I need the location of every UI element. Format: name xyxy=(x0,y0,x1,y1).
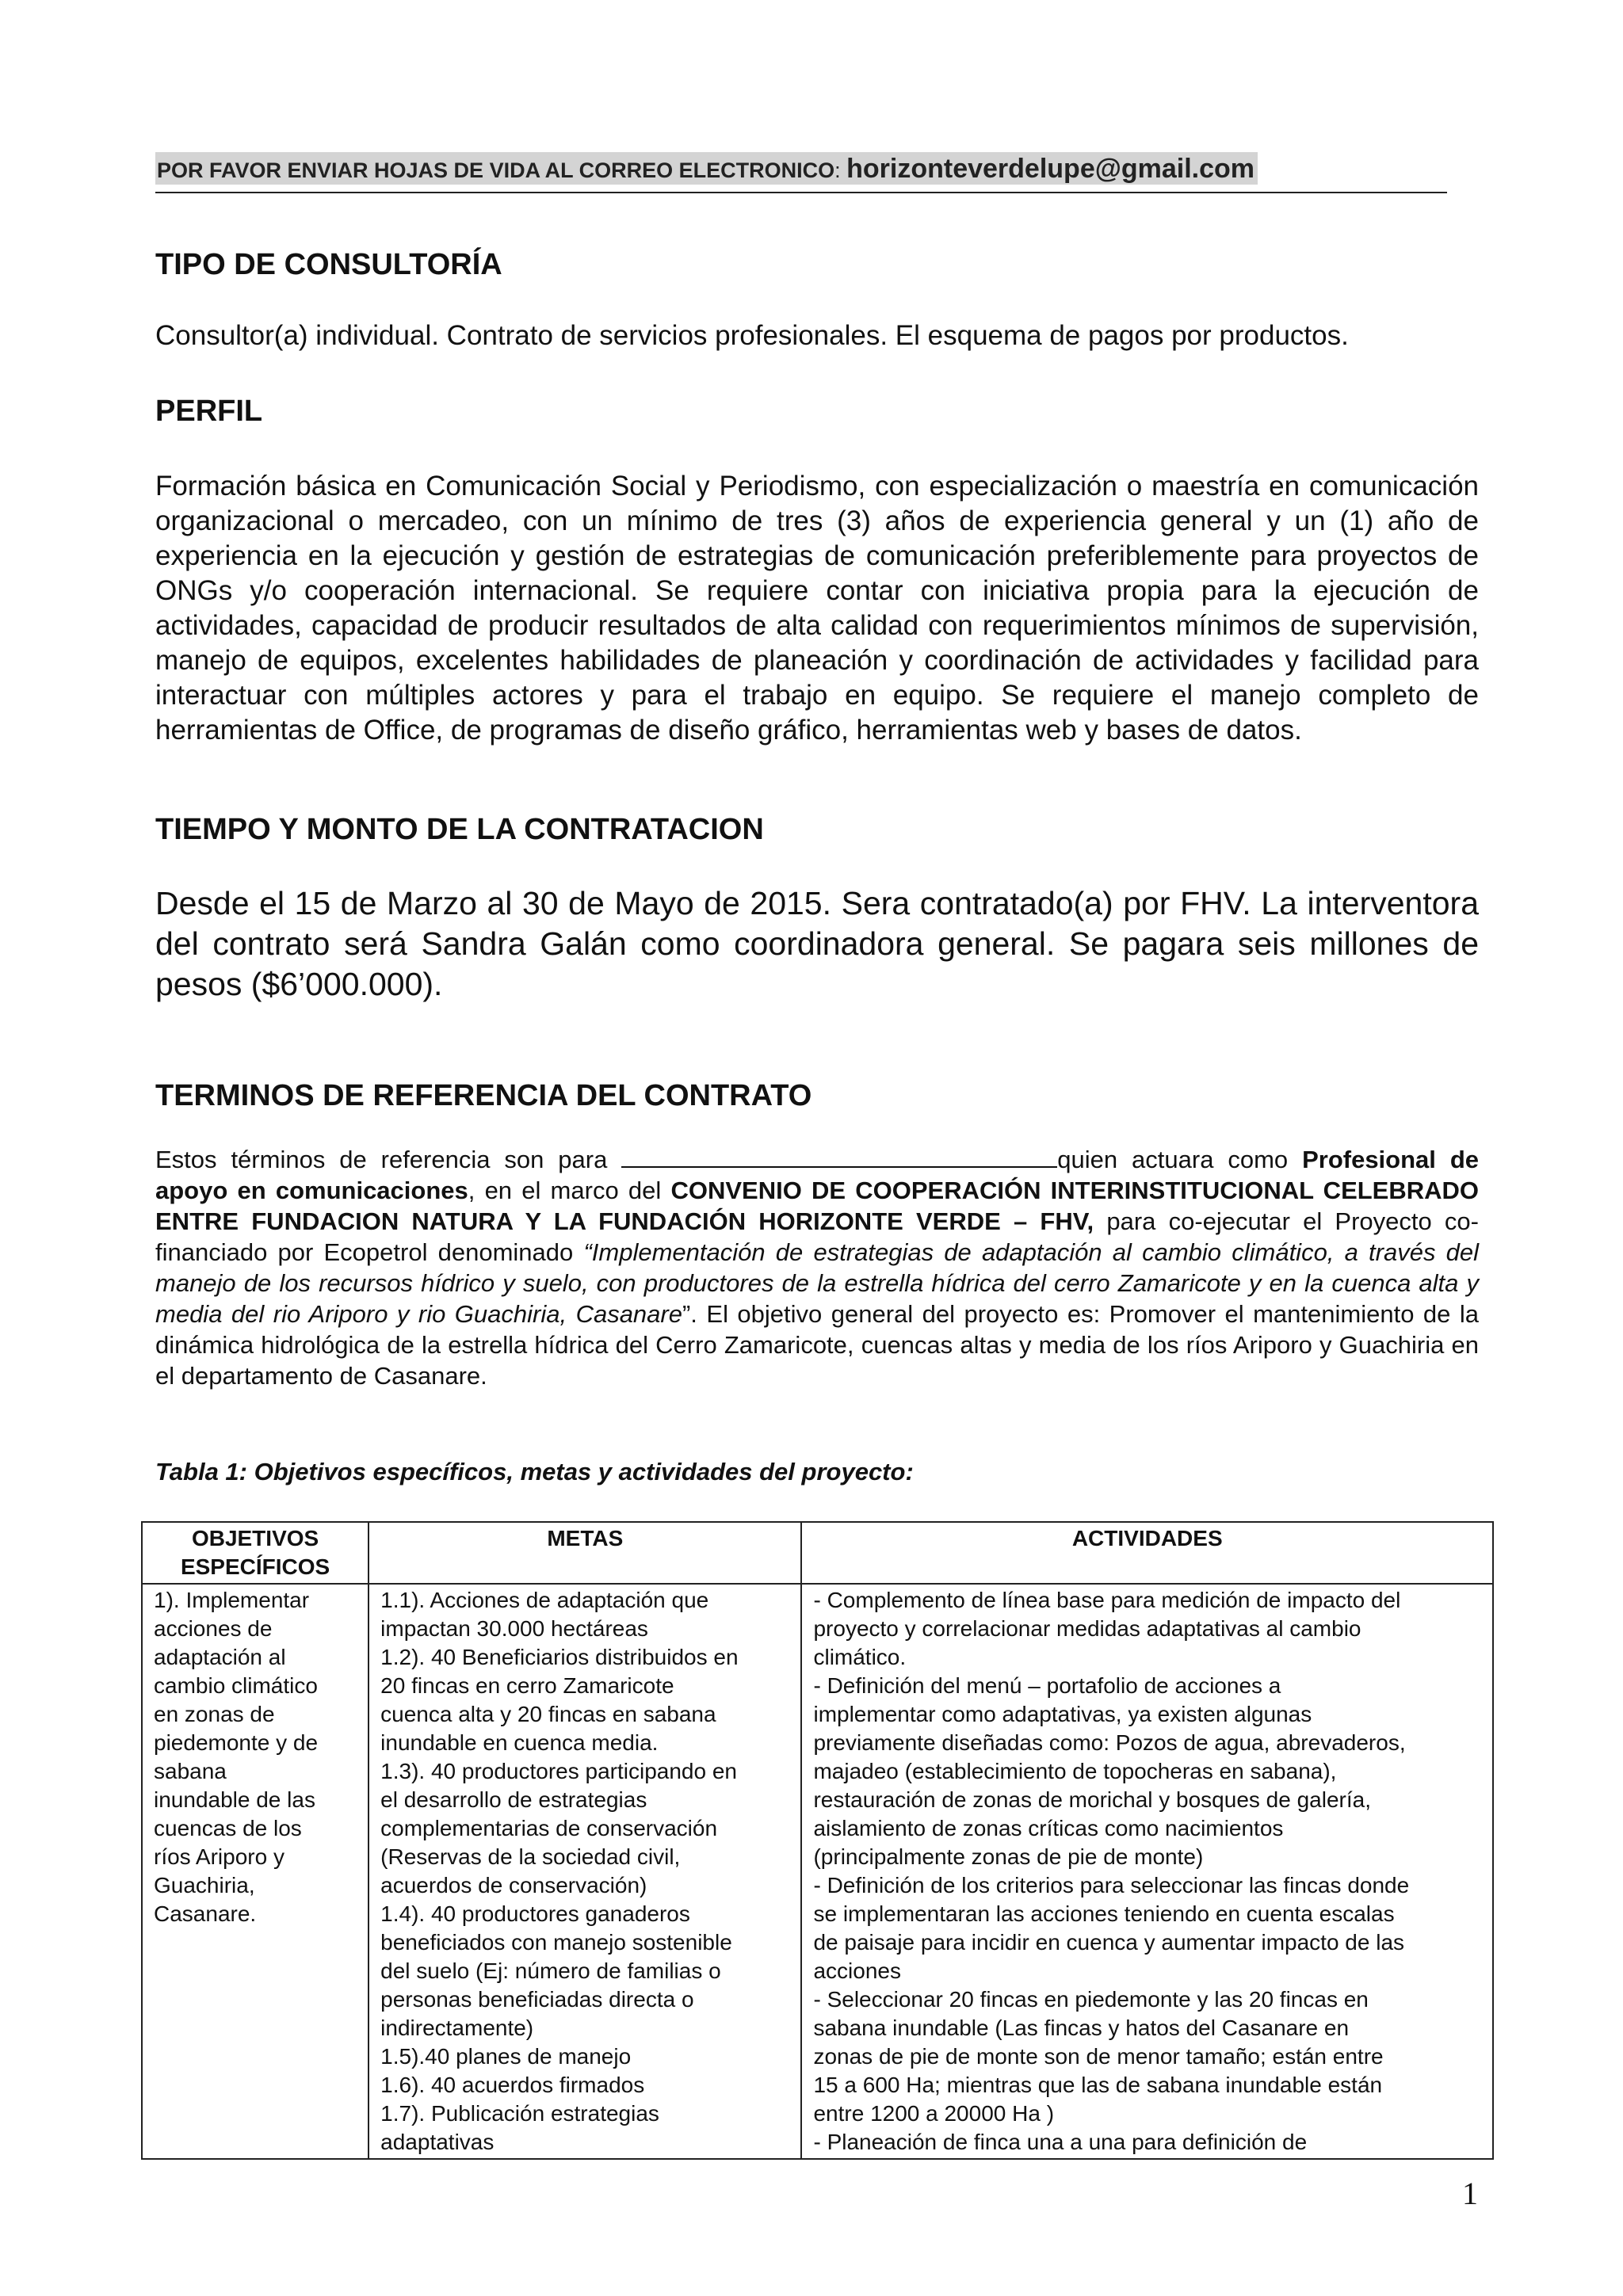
actividad-line: 15 a 600 Ha; mientras que las de sabana inundable están xyxy=(813,2073,1383,2097)
meta-line: el desarrollo de estrategias xyxy=(380,1787,647,1812)
objetivo-line: cambio climático xyxy=(154,1673,318,1698)
email-colon: : xyxy=(834,158,841,182)
actividad-line: majadeo (establecimiento de topocheras en sabana), xyxy=(813,1759,1337,1783)
meta-line: 1.4). 40 productores ganaderos xyxy=(380,1901,690,1926)
objetivo-line: cuencas de los xyxy=(154,1816,302,1840)
cell-actividades xyxy=(801,1584,1493,2159)
terminos-part-1: Estos términos de referencia son para xyxy=(155,1146,608,1173)
perfil-text: Formación básica en Comunicación Social y Periodismo, con especialización o maestría en comunicación organizacional o mercadeo, con un mínimo de tres (3) años de experiencia general y un (1) año de experiencia en la ejecución y gestión de estrategias de comunicación preferiblemente para proyectos de ONGs y/o cooperación internacional. Se requiere contar con iniciativa propia para la ejecución de actividades, capacidad de producir resultados de alta calidad con requerimientos mínimos de supervisión, manejo de equipos, excelentes habilidades de planeación y coordinación de actividades y facilidad para interactuar con múltiples actores y para el trabajo en equipo. Se requiere el manejo completo de herramientas de Office, de programas de diseño gráfico, herramientas web y bases de datos. xyxy=(155,471,1479,746)
objetivo-line: inundable de las xyxy=(154,1787,315,1812)
actividad-line: acciones xyxy=(813,1958,901,1983)
objectives-table xyxy=(141,1521,1494,2160)
cell-metas xyxy=(369,1584,801,2159)
actividad-line: sabana inundable (Las fincas y hatos del Casanare en xyxy=(813,2016,1350,2040)
meta-line: 1.7). Publicación estrategias xyxy=(380,2101,659,2126)
meta-line: 20 fincas en cerro Zamaricote xyxy=(380,1673,674,1698)
actividad-line: restauración de zonas de morichal y bosques de galería, xyxy=(813,1787,1371,1812)
objetivo-line: acciones de xyxy=(154,1616,273,1641)
meta-line: 1.1). Acciones de adaptación que xyxy=(380,1588,709,1612)
actividad-line: climático. xyxy=(813,1645,907,1669)
actividad-line: de paisaje para incidir en cuenca y aumentar impacto de las xyxy=(813,1930,1405,1955)
meta-line: 1.6). 40 acuerdos firmados xyxy=(380,2073,645,2097)
meta-line: (Reservas de la sociedad civil, xyxy=(380,1844,681,1869)
table-caption: Tabla 1: Objetivos específicos, metas y actividades del proyecto: xyxy=(155,1458,914,1486)
email-address[interactable]: horizonteverdelupe@gmail.com xyxy=(846,154,1255,184)
terminos-part-4: , en el marco del xyxy=(468,1177,662,1204)
actividad-line: implementar como adaptativas, ya existen algunas xyxy=(813,1702,1312,1726)
heading-tipo-consultoria: TIPO DE CONSULTORÍA xyxy=(155,248,502,281)
actividad-line: - Complemento de línea base para medición de impacto del xyxy=(813,1588,1401,1612)
heading-terminos: TERMINOS DE REFERENCIA DEL CONTRATO xyxy=(155,1079,812,1112)
objetivo-line: Guachiria, xyxy=(154,1873,255,1897)
meta-line: 1.2). 40 Beneficiarios distribuidos en xyxy=(380,1645,739,1669)
tiempo-monto-text: Desde el 15 de Marzo al 30 de Mayo de 2015. Sera contratado(a) por FHV. La interventora del contrato será Sandra Galán como coordinadora general. Se pagara seis millones de pesos ($6’000.000). xyxy=(155,885,1479,1002)
heading-perfil: PERFIL xyxy=(155,395,263,428)
actividad-line: proyecto y correlacionar medidas adaptativas al cambio xyxy=(813,1616,1361,1641)
actividad-line: (principalmente zonas de pie de monte) xyxy=(813,1844,1204,1869)
cell-objetivo xyxy=(142,1584,369,2159)
tipo-consultoria-text: Consultor(a) individual. Contrato de servicios profesionales. El esquema de pagos por productos. xyxy=(155,320,1349,351)
objetivo-line: piedemonte y de xyxy=(154,1730,319,1755)
actividad-line: entre 1200 a 20000 Ha ) xyxy=(813,2101,1055,2126)
actividad-line: se implementaran las acciones teniendo en cuenta escalas xyxy=(813,1901,1395,1926)
meta-line: adaptativas xyxy=(380,2130,495,2154)
meta-line: beneficiados con manejo sostenible xyxy=(380,1930,732,1955)
objetivo-line: ríos Ariporo y xyxy=(154,1844,285,1869)
meta-line: del suelo (Ej: número de familias o xyxy=(380,1958,721,1983)
meta-line: impactan 30.000 hectáreas xyxy=(380,1616,648,1641)
objetivo-line: 1). Implementar xyxy=(154,1588,310,1612)
objetivo-line: adaptación al xyxy=(154,1645,286,1669)
actividad-line: - Seleccionar 20 fincas en piedemonte y las 20 fincas en xyxy=(813,1987,1369,2012)
actividad-line: - Definición del menú – portafolio de acciones a xyxy=(813,1673,1281,1698)
actividad-line: zonas de pie de monte son de menor tamaño; están entre xyxy=(813,2044,1384,2069)
heading-tiempo-monto: TIEMPO Y MONTO DE LA CONTRATACION xyxy=(155,813,764,846)
page-number: 1 xyxy=(1462,2176,1478,2211)
meta-line: complementarias de conservación xyxy=(380,1816,718,1840)
meta-line: 1.5).40 planes de manejo xyxy=(380,2044,632,2069)
actividad-line: - Planeación de finca una a una para definición de xyxy=(813,2130,1308,2154)
objetivo-line: sabana xyxy=(154,1759,227,1783)
objetivo-line: en zonas de xyxy=(154,1702,275,1726)
actividad-line: previamente diseñadas como: Pozos de agua, abrevaderos, xyxy=(813,1730,1406,1755)
meta-line: personas beneficiadas directa o xyxy=(380,1987,694,2012)
terminos-project-name: “Implementación de estrategias de adaptación al cambio climático, a través del manejo de los recursos hídrico y suelo, con productores de la estrella hídrica del cerro Zamaricote y en la cuenca alta y media del rio Ariporo y rio Guachiria, Casanare xyxy=(155,1238,1479,1328)
actividad-line: aislamiento de zonas críticas como nacimientos xyxy=(813,1816,1284,1840)
meta-line: cuenca alta y 20 fincas en sabana xyxy=(380,1702,716,1726)
terminos-part-2: quien actuara como xyxy=(1057,1146,1289,1173)
email-header xyxy=(155,152,1447,193)
objetivo-line: Casanare. xyxy=(154,1901,257,1926)
header-metas: METAS xyxy=(369,1522,801,1584)
terminos-text xyxy=(155,1142,1479,1391)
terminos-convenio: CONVENIO DE COOPERACIÓN INTERINSTITUCIONAL CELEBRADO ENTRE FUNDACION NATURA Y LA FUNDACIÓN HORIZONTE VERDE – FHV, xyxy=(155,1177,1480,1235)
actividad-line: - Definición de los criterios para seleccionar las fincas donde xyxy=(813,1873,1410,1897)
meta-line: 1.3). 40 productores participando en xyxy=(380,1759,738,1783)
terminos-part-6: para co-ejecutar el Proyecto co-financiado por Ecopetrol denominado xyxy=(155,1207,1480,1266)
terminos-role: Profesional de apoyo en comunicaciones xyxy=(155,1146,1479,1204)
meta-line: inundable en cuenca media. xyxy=(380,1730,659,1755)
header-objetivos: OBJETIVOS ESPECÍFICOS xyxy=(142,1522,369,1584)
contractor-name-blank xyxy=(621,1142,1057,1168)
terminos-part-8: ”. El objetivo general del proyecto es: Promover el mantenimiento de la dinámica hidrológica de la estrella hídrica del Cerro Zamaricote, cuencas altas y media de los ríos Ariporo y Guachiria en el departamento de Casanare. xyxy=(155,1300,1479,1390)
meta-line: acuerdos de conservación) xyxy=(380,1873,647,1897)
meta-line: indirectamente) xyxy=(380,2016,534,2040)
header-actividades: ACTIVIDADES xyxy=(801,1522,1493,1584)
table-row xyxy=(142,1584,1493,2159)
table-header-row xyxy=(142,1522,1493,1584)
email-instruction: POR FAVOR ENVIAR HOJAS DE VIDA AL CORREO ELECTRONICO xyxy=(157,158,835,182)
email-header-highlight xyxy=(155,152,1258,185)
